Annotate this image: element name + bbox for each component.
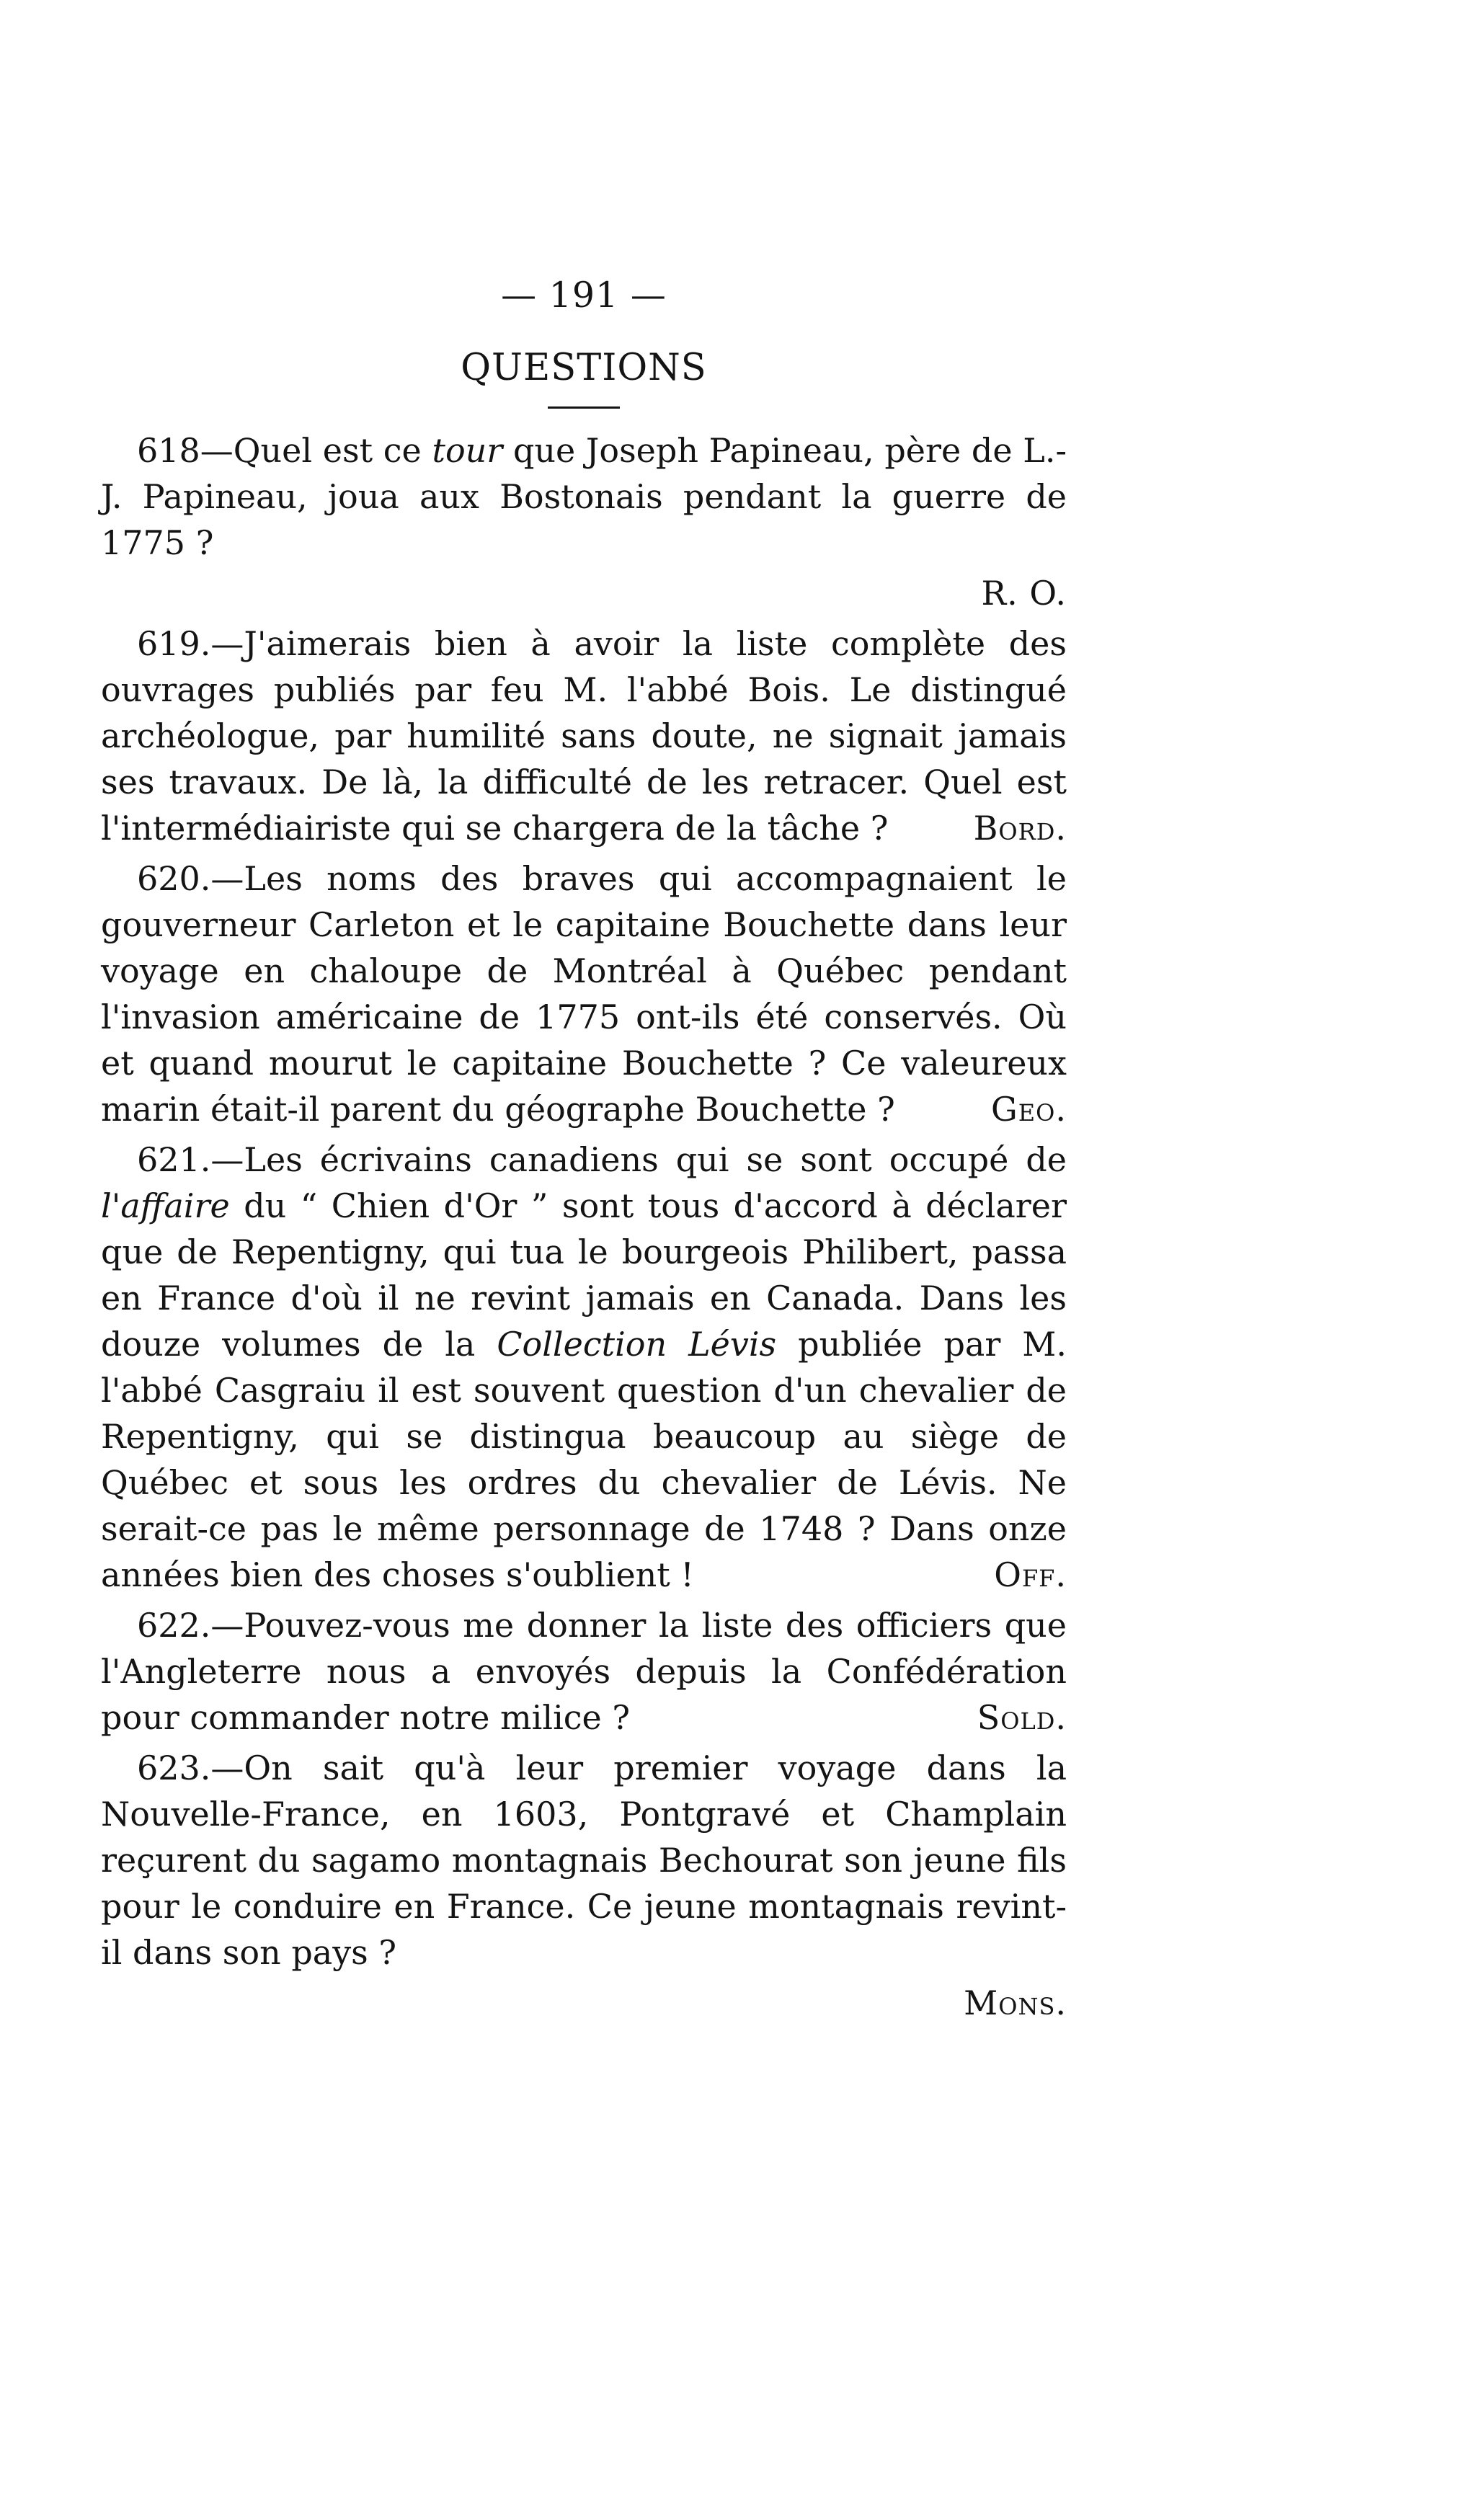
question-620 [101, 856, 1067, 1132]
question-signature: R. O. [981, 574, 1067, 613]
question-italic-text: tour [432, 431, 503, 470]
question-italic-text: l'affaire [101, 1186, 230, 1225]
question-text: du “ Chien d'Or ” sont tous d'accord à déclarer que de Repentigny, qui tua le bourgeois Philibert, passa en France d'où il ne revint jamais en Canada. Dans les douze volumes de la [101, 1186, 1067, 1364]
question-618 [101, 427, 1067, 566]
question-signature: Mons. [964, 1983, 1067, 2022]
question-text: 618—Quel est ce [137, 431, 432, 470]
question-signature: Geo. [991, 1090, 1067, 1129]
question-621 [101, 1137, 1067, 1598]
question-text: 619.—J'aimerais bien à avoir la liste complète des ouvrages publiés par feu M. l'abbé Bois. Le distingué archéologue, par humilité sans doute, ne signait jamais ses travaux. De là, la difficulté de les retracer. Quel est l'intermédiairiste qui se chargera de la tâche ? [101, 624, 1067, 848]
page-number: — 191 — [501, 275, 667, 316]
question-text: publiée par M. l'abbé Casgraiu il est souvent question d'un chevalier de Repentigny, qui se distingua beaucoup au siège de Québec et sous les ordres du chevalier de Lévis. Ne serait-ce pas le même personnage de 1748 ? Dans onze années bien des choses s'oublient ! [101, 1325, 1067, 1594]
question-text: 621.—Les écrivains canadiens qui se sont occupé de [137, 1140, 1067, 1179]
question-signature: Bord. [973, 809, 1067, 848]
question-623 [101, 1745, 1067, 1976]
document-page [101, 274, 1067, 2030]
page-heading: QUESTIONS [461, 347, 707, 389]
question-622 [101, 1602, 1067, 1741]
question-text: que Joseph Papineau, père de L.-J. Papineau, joua aux Bostonais pendant la guerre de 1775 ? [101, 431, 1067, 562]
question-italic-text: Collection Lévis [497, 1325, 777, 1364]
question-signature: Off. [994, 1555, 1067, 1594]
question-text: 620.—Les noms des braves qui accompagnaient le gouverneur Carleton et le capitaine Bouchette dans leur voyage en chaloupe de Montréal à Québec pendant l'invasion américaine de 1775 ont-ils été conservés. Où et quand mourut le capitaine Bouchette ? Ce valeureux marin était-il parent du géographe Bouchette ? [101, 859, 1067, 1129]
question-text: 623.—On sait qu'à leur premier voyage dans la Nouvelle-France, en 1603, Pontgravé et Champlain reçurent du sagamo montagnais Bechourat son jeune fils pour le conduire en France. Ce jeune montagnais revint-il dans son pays ? [101, 1749, 1067, 1972]
question-619 [101, 621, 1067, 851]
question-text: 622.—Pouvez-vous me donner la liste des officiers que l'Angleterre nous a envoyés depuis la Confédération pour commander notre milice ? [101, 1606, 1067, 1737]
heading-rule [548, 406, 620, 409]
question-signature: Sold. [977, 1698, 1067, 1737]
